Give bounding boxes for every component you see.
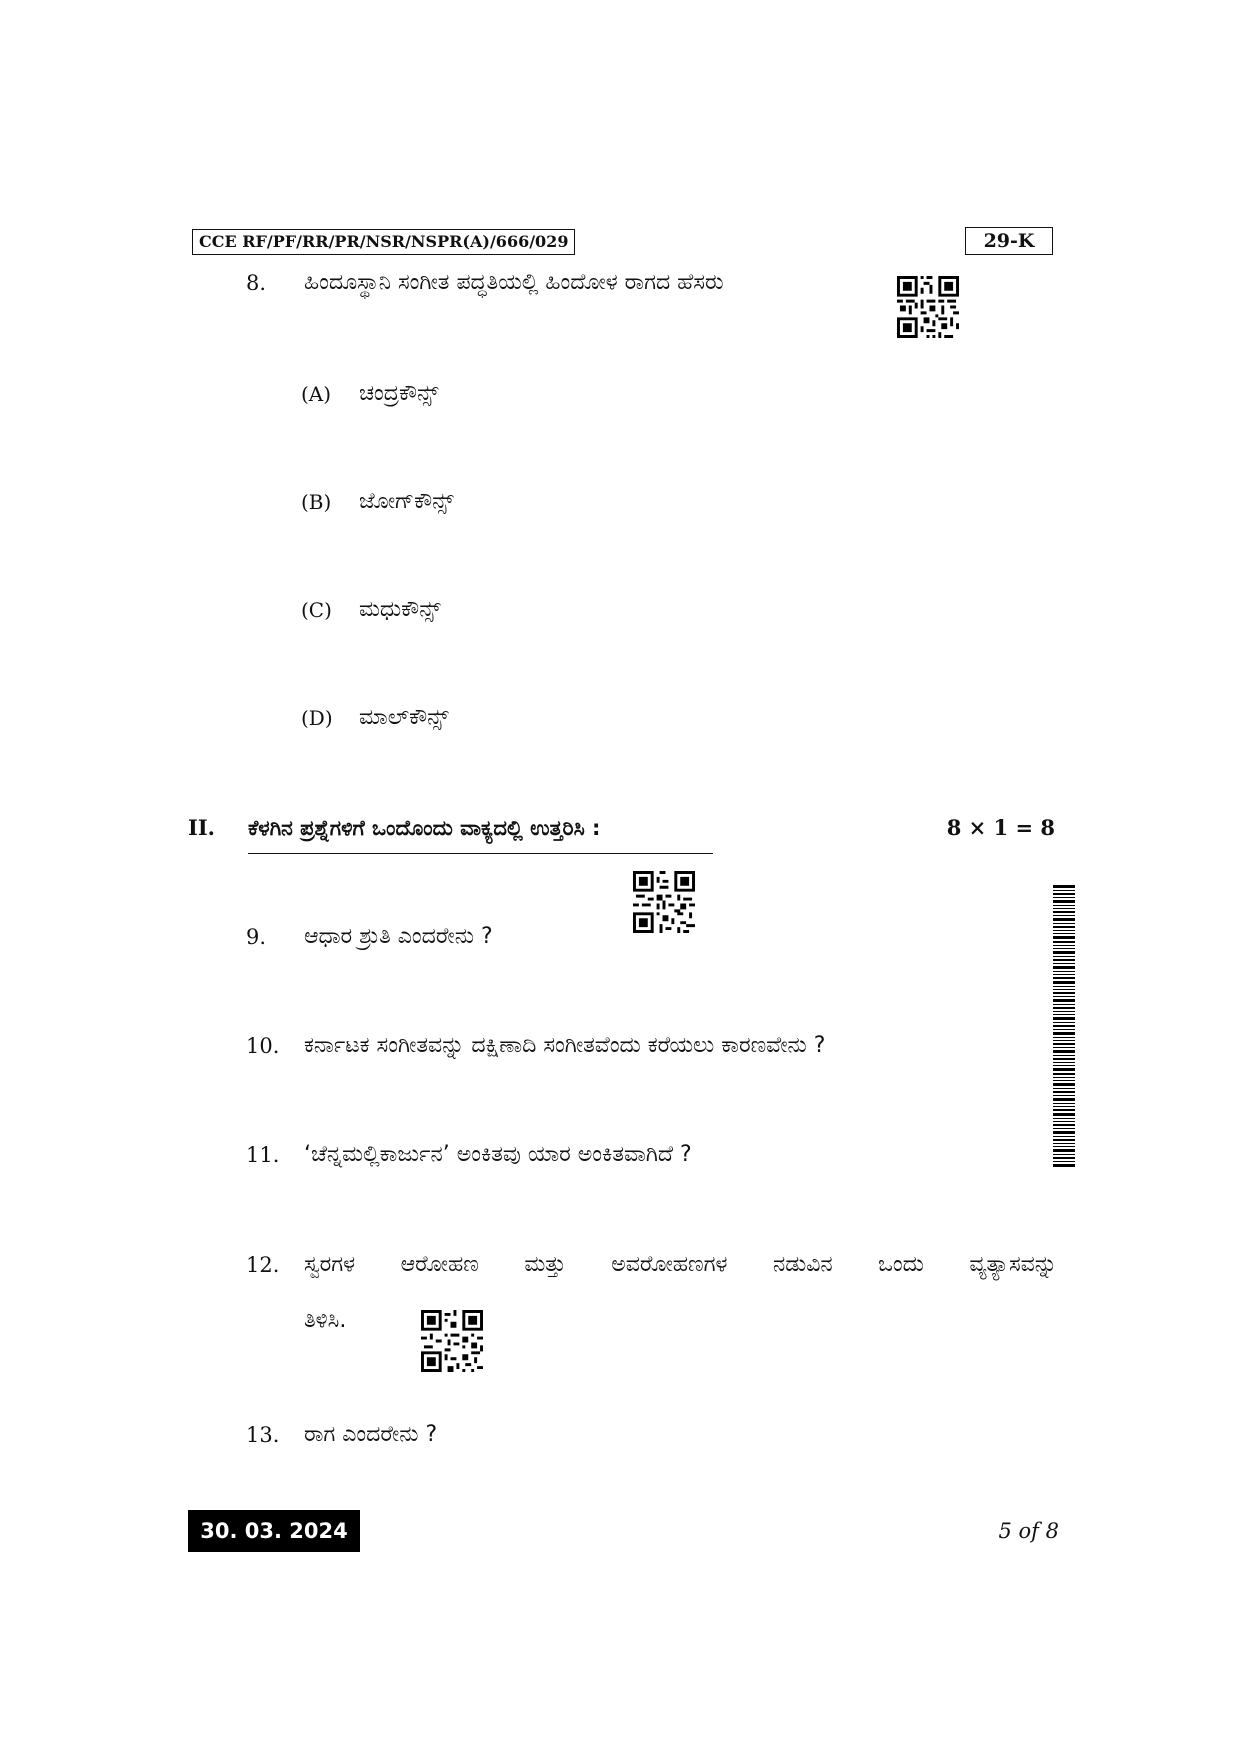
question-9-number: 9. <box>246 925 267 949</box>
qr-code-1 <box>897 276 959 338</box>
question-13-number: 13. <box>246 1423 280 1447</box>
option-b-label: (B) <box>301 490 332 514</box>
question-12-text-line2: ತಿಳಿಸಿ. <box>304 1308 347 1333</box>
section-number: II. <box>188 815 215 840</box>
question-9-text: ಆಧಾರ ಶ್ರುತಿ ಎಂದರೇನು ? <box>304 924 493 949</box>
question-8-text: ಹಿಂದೂಸ್ಥಾನಿ ಸಂಗೀತ ಪದ್ಧತಿಯಲ್ಲಿ ಹಿಂದೋಳ ರಾಗದ ಹೆಸರು <box>304 270 724 295</box>
barcode <box>1053 885 1075 1167</box>
question-12-text-line1: ಸ್ವರಗಳ ಆರೋಹಣ ಮತ್ತು ಅವರೋಹಣಗಳ ನಡುವಿನ ಒಂದು ವ್ಯತ್ಯಾಸವನ್ನು <box>304 1252 1057 1277</box>
qr-code-2 <box>633 871 695 933</box>
option-a-text: ಚಂದ್ರಕೌನ್ಸ್ <box>359 381 439 406</box>
option-a-label: (A) <box>301 382 332 406</box>
paper-code: 29-K <box>965 227 1053 255</box>
section-title-underline <box>248 853 713 854</box>
question-10-number: 10. <box>246 1034 280 1058</box>
option-b-text: ಜೋಗ್‌ಕೌನ್ಸ್ <box>359 489 454 514</box>
question-12-number: 12. <box>246 1253 280 1277</box>
question-8-number: 8. <box>246 271 267 295</box>
question-11-number: 11. <box>246 1143 280 1167</box>
question-11-text: ‘ಚೆನ್ನಮಲ್ಲಿಕಾರ್ಜುನ’ ಅಂಕಿತವು ಯಾರ ಅಂಕಿತವಾಗಿದೆ ? <box>304 1142 692 1167</box>
option-d-label: (D) <box>301 706 333 730</box>
option-d-text: ಮಾಲ್‌ಕೌನ್ಸ್ <box>359 705 449 730</box>
exam-code: CCE RF/PF/RR/PR/NSR/NSPR(A)/666/029 <box>192 229 575 255</box>
question-10-text: ಕರ್ನಾಟಕ ಸಂಗೀತವನ್ನು ದಕ್ಷಿಣಾದಿ ಸಂಗೀತವೆಂದು ಕರೆಯಲು ಕಾರಣವೇನು ? <box>304 1033 826 1058</box>
option-c-text: ಮಧುಕೌನ್ಸ್ <box>359 597 441 622</box>
exam-date: 30. 03. 2024 <box>188 1510 360 1552</box>
question-13-text: ರಾಗ ಎಂದರೇನು ? <box>304 1422 438 1447</box>
section-title: ಕೆಳಗಿನ ಪ್ರಶ್ನೆಗಳಿಗೆ ಒಂದೊಂದು ವಾಕ್ಯದಲ್ಲಿ ಉತ್ತರಿಸಿ : <box>248 816 601 840</box>
page-number: 5 of 8 <box>998 1519 1059 1543</box>
qr-code-3 <box>421 1310 483 1372</box>
section-marks: 8 × 1 = 8 <box>946 815 1055 840</box>
option-c-label: (C) <box>301 598 332 622</box>
